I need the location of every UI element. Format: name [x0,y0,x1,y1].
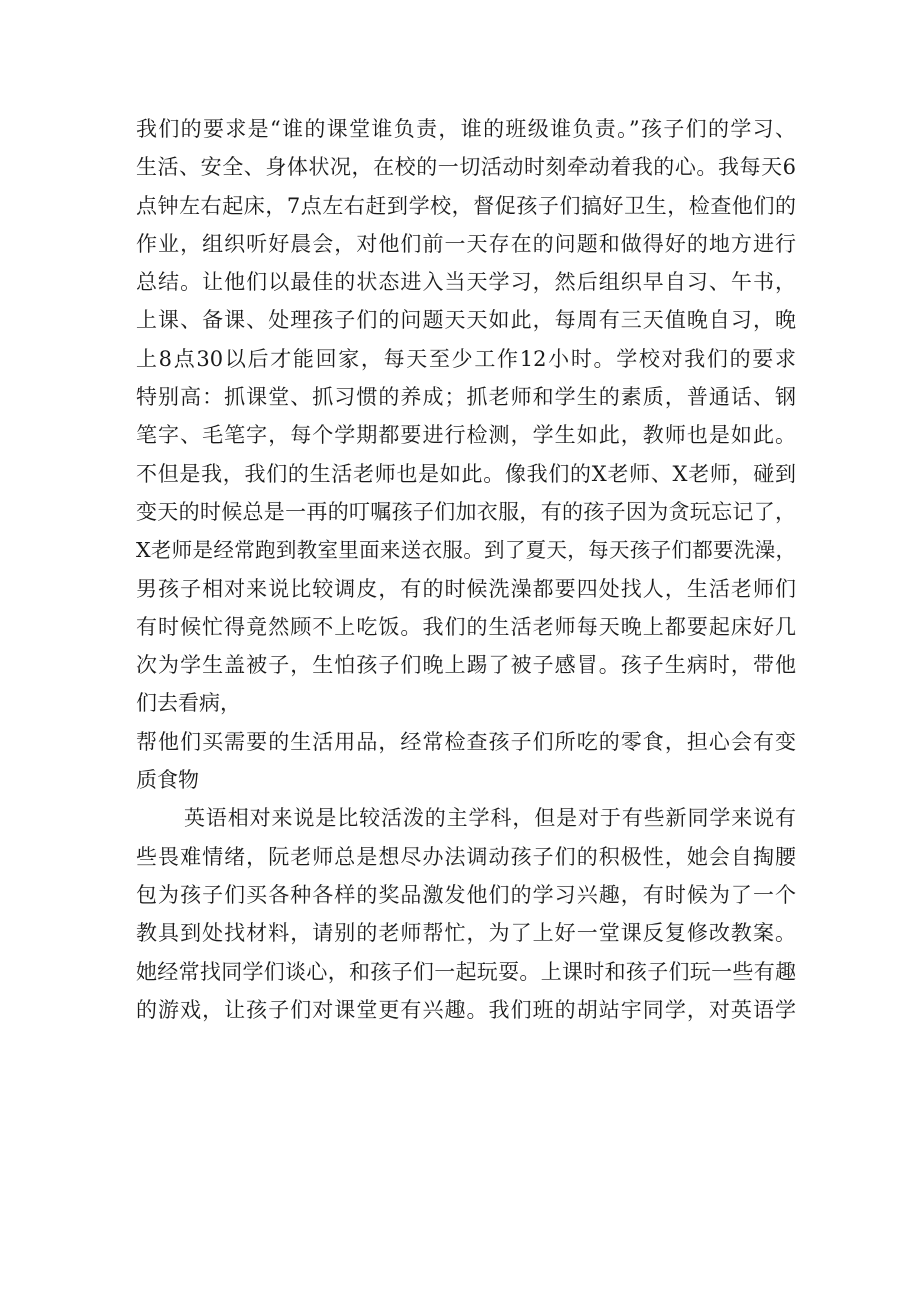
text-line: X老师是经常跑到教室里面来送衣服。到了夏天，每天孩子们都要洗澡， [136,538,796,563]
body-text [136,110,796,1029]
text-line: 上课、备课、处理孩子们的问题天天如此，每周有三天值晚自习，晚 [136,308,796,333]
text-line: 包为孩子们买各种各样的奖品激发他们的学习兴趣，有时候为了一个 [136,882,796,907]
text-line: 生活、安全、身体状况，在校的一切活动时刻牵动着我的心。我每天6 [136,155,796,180]
text-line: 不但是我，我们的生活老师也是如此。像我们的X老师、X老师，碰到 [136,461,796,486]
text-line: 点钟左右起床，7点左右赶到学校，督促孩子们搞好卫生，检查他们的 [136,193,796,218]
text-line: 次为学生盖被子，生怕孩子们晚上踢了被子感冒。孩子生病时，带他 [136,653,796,678]
text-line: 变天的时候总是一再的叮嘱孩子们加衣服，有的孩子因为贪玩忘记了， [136,499,796,524]
text-line: 些畏难情绪，阮老师总是想尽办法调动孩子们的积极性，她会自掏腰 [136,844,796,869]
text-line: 笔字、毛笔字，每个学期都要进行检测，学生如此，教师也是如此。 [136,423,796,448]
text-line: 上8点30以后才能回家，每天至少工作12小时。学校对我们的要求 [136,346,796,371]
text-line: 总结。让他们以最佳的状态进入当天学习，然后组织早自习、午书， [136,270,796,295]
text-line: 帮他们买需要的生活用品，经常检查孩子们所吃的零食，担心会有变 [136,729,796,754]
text-line: 的游戏，让孩子们对课堂更有兴趣。我们班的胡站宇同学，对英语学 [136,997,796,1022]
text-line: 特别高：抓课堂、抓习惯的养成；抓老师和学生的素质，普通话、钢 [136,385,796,410]
text-line: 作业，组织听好晨会，对他们前一天存在的问题和做得好的地方进行 [136,231,796,256]
text-line: 有时候忙得竟然顾不上吃饭。我们的生活老师每天晚上都要起床好几 [136,614,796,639]
text-line: 质食物 [136,768,199,793]
text-line: 男孩子相对来说比较调皮，有的时候洗澡都要四处找人，生活老师们 [136,576,796,601]
paragraph-first-line: 英语相对来说是比较活泼的主学科，但是对于有些新同学来说有 [184,806,796,831]
text-line: 们去看病， [136,691,241,716]
text-line: 她经常找同学们谈心，和孩子们一起玩耍。上课时和孩子们玩一些有趣 [136,959,796,984]
text-line: 我们的要求是“谁的课堂谁负责，谁的班级谁负责。”孩子们的学习、 [136,117,796,141]
text-line: 教具到处找材料，请别的老师帮忙，为了上好一堂课反复修改教案。 [136,921,796,946]
